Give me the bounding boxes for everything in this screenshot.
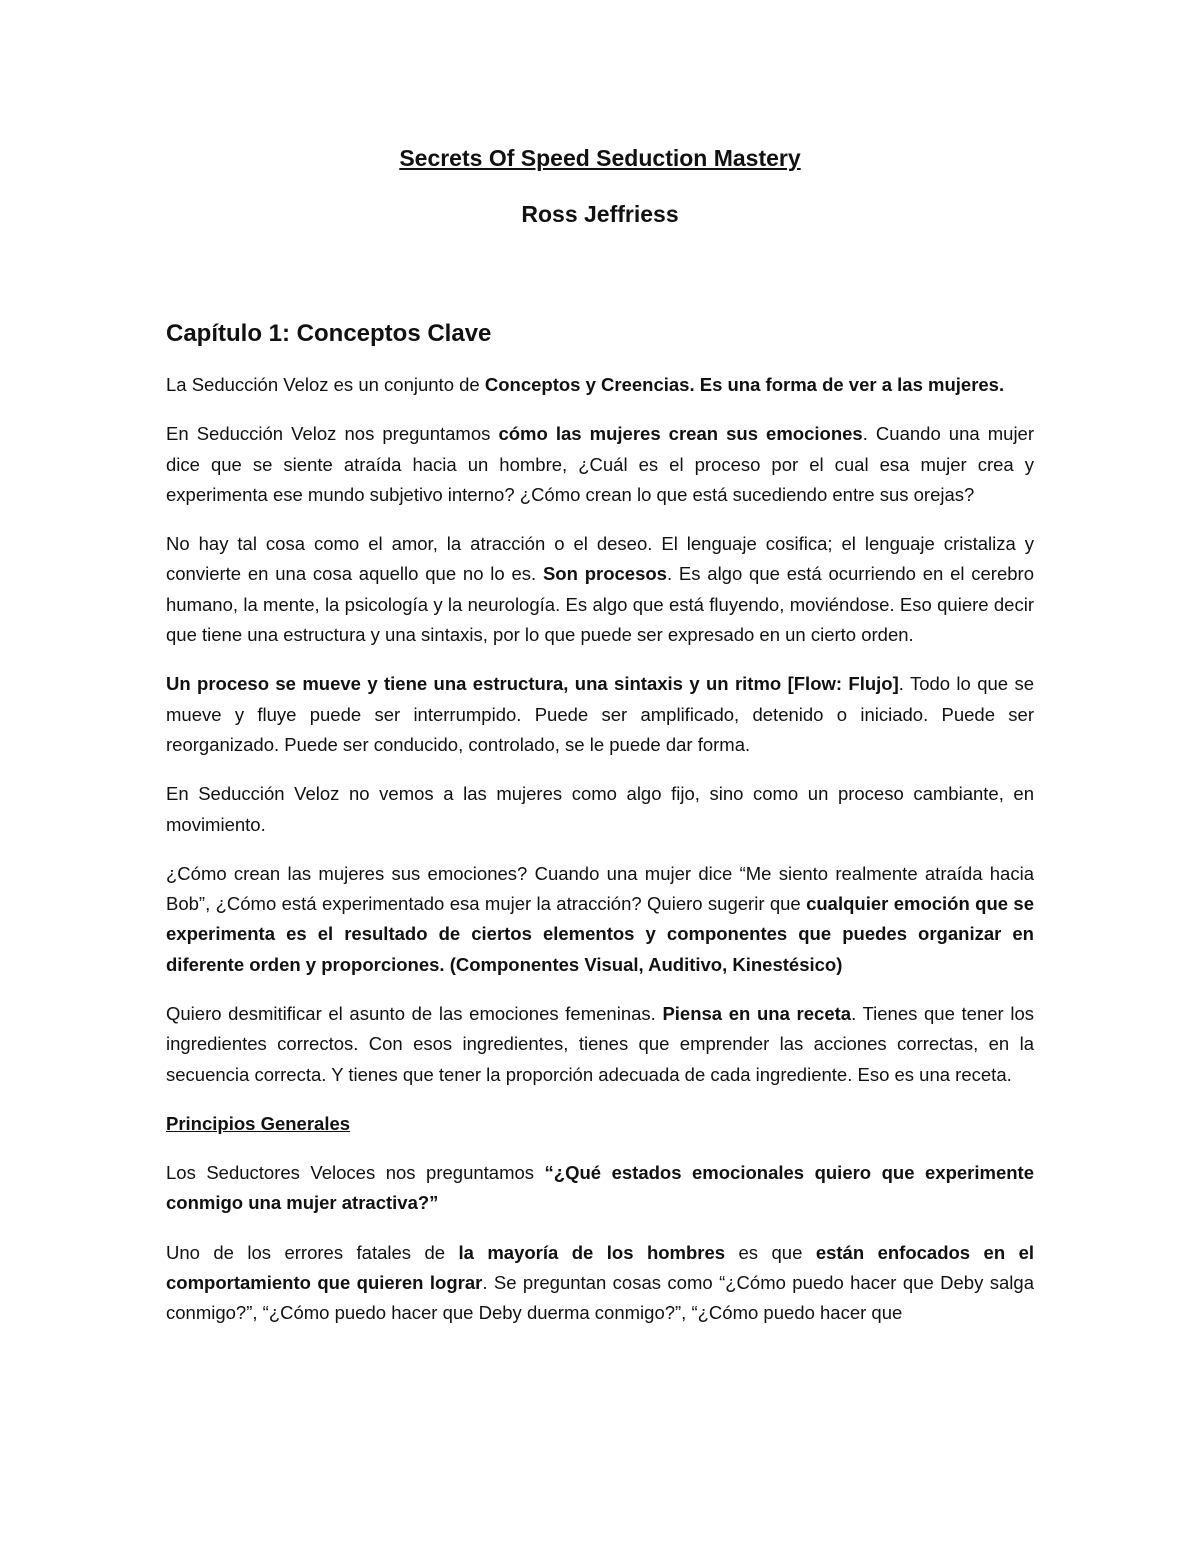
- bold-text-run: Un proceso se mueve y tiene una estructura, una sintaxis y un ritmo [Flow: Flujo]: [166, 673, 899, 695]
- document-body: [166, 138, 1034, 1328]
- text-run: Uno de los errores fatales de: [166, 1241, 459, 1263]
- document-author: Ross Jeffriess: [521, 201, 679, 227]
- document-title: Secrets Of Speed Seduction Mastery: [399, 145, 801, 171]
- bold-text-run: cómo las mujeres crean sus emociones: [498, 423, 863, 445]
- text-run: es que: [725, 1241, 816, 1263]
- text-run: ¿Cómo crean las mujeres sus emociones? Cuando una mujer dice “Me siento realmente atraída hacia Bob”, ¿Cómo está experimentado esa mujer la atracción? Quiero sugerir que: [166, 862, 1034, 915]
- text-run: Quiero desmitificar el asunto de las emociones femeninas.: [166, 1003, 663, 1025]
- paragraph-5: [166, 779, 1034, 840]
- paragraph-4: [166, 669, 1034, 760]
- bold-text-run: la mayoría de los hombres: [458, 1241, 726, 1263]
- paragraph-2: [166, 419, 1034, 510]
- bold-text-run: “¿Qué estados emocionales quiero que experimente conmigo una mujer atractiva?”: [166, 1161, 1035, 1214]
- text-run: Los Seductores Veloces nos preguntamos: [166, 1161, 545, 1183]
- paragraph-3: [166, 529, 1034, 650]
- text-run: No hay tal cosa como el amor, la atracción o el deseo. El lenguaje cosifica; el lenguaje cristaliza y convierte en una cosa aquello que no lo es.: [166, 533, 1034, 585]
- text-run: . Todo lo que se mueve y fluye puede ser interrumpido. Puede ser amplificado, detenido o iniciado. Puede ser reorganizado. Puede ser conducido, controlado, se le puede dar forma.: [166, 673, 1034, 755]
- text-run: . Se preguntan cosas como “¿Cómo puedo hacer que Deby salga conmigo?”, “¿Cómo puedo hacer que Deby duerma conmigo?”, “¿Cómo puedo hacer que: [166, 1271, 1034, 1324]
- text-run: La Seducción Veloz es un conjunto de: [166, 374, 485, 395]
- text-run: En Seducción Veloz nos preguntamos: [166, 423, 499, 445]
- bold-text-run: están enfocados en el comportamiento que quieren lograr: [166, 1241, 1034, 1293]
- section-subheading: Principios Generales: [166, 1112, 351, 1134]
- bold-text-run: Son procesos: [542, 563, 667, 585]
- text-run: En Seducción Veloz no vemos a las mujeres como algo fijo, sino como un proceso cambiante, en movimiento.: [166, 783, 1034, 835]
- paragraph-8: [166, 1158, 1034, 1219]
- paragraph-7: [166, 999, 1034, 1090]
- bold-text-run: cualquier emoción que se experimenta es el resultado de ciertos elementos y componentes que puedes organizar en diferente orden y proporciones. (Componentes Visual, Auditivo, Kinestésico): [166, 893, 1034, 975]
- paragraph-1: [166, 370, 1034, 400]
- text-run: . Tienes que tener los ingredientes correctos. Con esos ingredientes, tienes que emprender las acciones correctas, en la secuencia correcta. Y tienes que tener la proporción adecuada de cada ingrediente. Eso es una receta.: [166, 1003, 1035, 1085]
- paragraph-6: [166, 859, 1034, 980]
- bold-text-run: Conceptos y Creencias. Es una forma de ver a las mujeres.: [484, 374, 1005, 395]
- bold-text-run: Piensa en una receta: [662, 1003, 852, 1025]
- paragraph-9: [166, 1238, 1034, 1329]
- text-run: . Cuando una mujer dice que se siente atraída hacia un hombre, ¿Cuál es el proceso por el cual esa mujer crea y experimenta ese mundo subjetivo interno? ¿Cómo crean lo que está sucediendo entre sus orejas?: [166, 423, 1034, 505]
- chapter-heading: Capítulo 1: Conceptos Clave: [166, 320, 492, 347]
- text-run: . Es algo que está ocurriendo en el cerebro humano, la mente, la psicología y la neurología. Es algo que está fluyendo, moviéndose. Eso quiere decir que tiene una estructura y una sintaxis, por lo que puede ser expresado en un cierto orden.: [166, 563, 1034, 646]
